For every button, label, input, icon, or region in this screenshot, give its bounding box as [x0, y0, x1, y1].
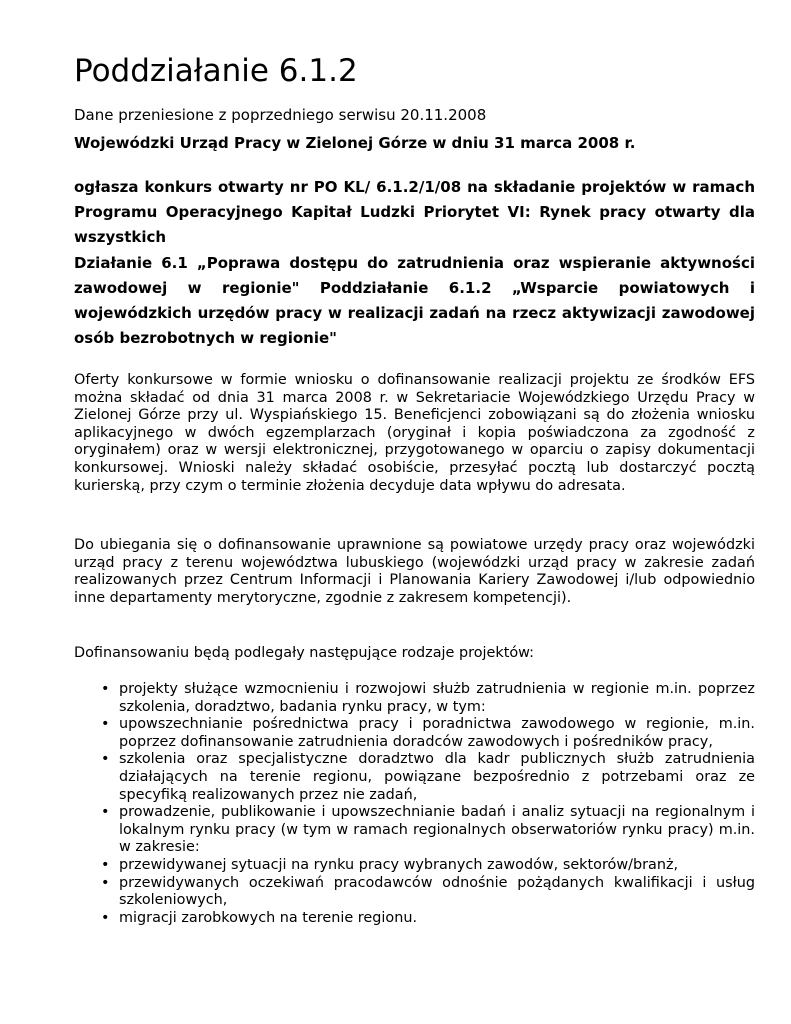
- list-item: [101, 681, 755, 716]
- bullet-icon: •: [101, 856, 110, 873]
- eligibility-paragraph: Do ubiegania się o dofinansowanie uprawnione są powiatowe urzędy pracy oraz wojewódzki urząd pracy z terenu województwa lubuskiego (wojewódzki urząd pracy w zakresie zadań realizowanych przez Centrum Informacji i Planowania Kariery Zawodowej i/lub odpowiednio inne departamenty merytoryczne, zgodnie z zakresem kompetencji).: [74, 537, 755, 606]
- list-item: [101, 804, 755, 857]
- bullet-icon: •: [101, 909, 110, 926]
- announcement-measure: Działanie 6.1 „Poprawa dostępu do zatrudnienia oraz wspieranie aktywności zawodowej w regionie" Poddziałanie 6.1.2 „Wsparcie powiatowych i wojewódzkich urzędów pracy w realizacji zadań na rzecz aktywizacji zawodowej osób bezrobotnych w regionie": [74, 253, 755, 348]
- list-item-text: projekty służące wzmocnieniu i rozwojowi służb zatrudnienia w regionie m.in. poprzez szkolenia, doradztwo, badania rynku pracy, w tym:: [119, 681, 755, 715]
- list-item: [101, 856, 755, 875]
- bullet-icon: •: [101, 804, 110, 821]
- bullet-icon: •: [101, 681, 110, 697]
- list-item: [101, 909, 755, 928]
- page-title: Poddziałanie 6.1.2: [74, 53, 358, 89]
- project-types-list: [74, 681, 755, 927]
- list-item-text: szkolenia oraz specjalistyczne doradztwo dla kadr publicznych służb zatrudnienia działających na terenie regionu, powiązane bezpośrednio z potrzebami oraz ze specyfiką realizowanych przez nie zadań,: [119, 751, 755, 803]
- list-item-text: migracji zarobkowych na terenie regionu.: [119, 909, 418, 926]
- bullet-icon: •: [101, 874, 110, 891]
- project-types-intro: Dofinansowaniu będą podlegały następujące rodzaje projektów:: [74, 645, 534, 661]
- announcement-block: [74, 175, 755, 351]
- list-item: [101, 751, 755, 804]
- bullet-icon: •: [101, 716, 110, 733]
- list-item-text: prowadzenie, publikowanie i upowszechnianie badań i analiz sytuacji na regionalnym i lokalnym rynku pracy (w tym w ramach regionalnych obserwatoriów rynku pracy) m.in. w zakresie:: [119, 804, 755, 856]
- migration-note: Dane przeniesione z poprzedniego serwisu 20.11.2008: [74, 106, 487, 124]
- list-item: [101, 874, 755, 910]
- list-item-text: przewidywanej sytuacji na rynku pracy wybranych zawodów, sektorów/branż,: [119, 856, 679, 873]
- announcement-competition: ogłasza konkurs otwarty nr PO KL/ 6.1.2/1/08 na składanie projektów w ramach Programu Operacyjnego Kapitał Ludzki Priorytet VI: Rynek pracy otwarty dla wszystkich: [74, 178, 755, 247]
- list-item-text: przewidywanych oczekiwań pracodawców odnośnie pożądanych kwalifikacji i usług szkoleniowych,: [119, 874, 755, 909]
- issuer-line: Wojewódzki Urząd Pracy w Zielonej Górze w dniu 31 marca 2008 r.: [74, 134, 636, 152]
- list-item: [101, 716, 755, 751]
- bullet-icon: •: [101, 751, 110, 768]
- list-item-text: upowszechnianie pośrednictwa pracy i poradnictwa zawodowego w regionie, m.in. poprzez dofinansowanie zatrudnienia doradców zawodowych i pośredników pracy,: [119, 716, 755, 750]
- submission-paragraph: Oferty konkursowe w formie wniosku o dofinansowanie realizacji projektu ze środków EFS można składać od dnia 31 marca 2008 r. w Sekretariacie Wojewódzkiego Urzędu Pracy w Zielonej Górze przy ul. Wyspiańskiego 15. Beneficjenci zobowiązani są do złożenia wniosku aplikacyjnego w dwóch egzemplarzach (oryginał i kopia poświadczona za zgodność z oryginałem) oraz w wersji elektronicznej, przygotowanego w oparciu o zapisy dokumentacji konkursowej. Wnioski należy składać osobiście, przesyłać pocztą lub dostarczyć pocztą kurierską, przy czym o terminie złożenia decyduje data wpływu do adresata.: [74, 372, 755, 494]
